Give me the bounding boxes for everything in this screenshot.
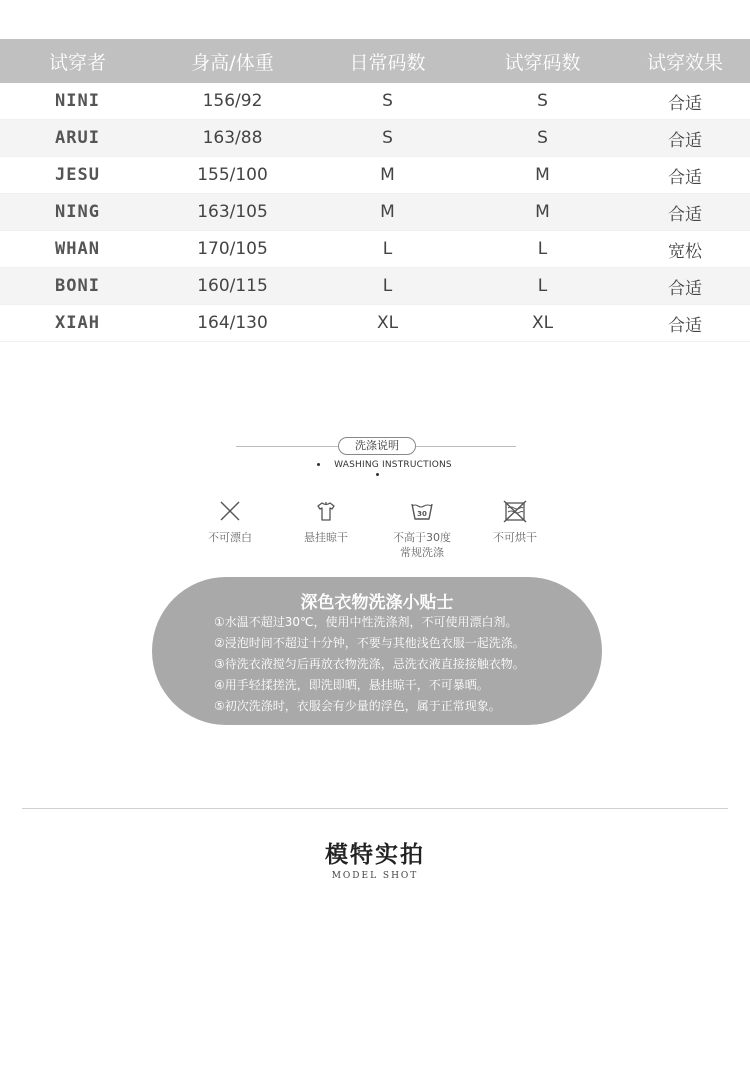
cell-tried-size: M: [535, 202, 550, 222]
care-label: [377, 530, 467, 560]
care-label: 悬挂晾干: [304, 531, 348, 544]
cell-tried-size: L: [537, 239, 548, 259]
cell-tester: BONI: [55, 276, 100, 296]
washing-subtitle-row: [290, 460, 465, 480]
cell-daily-size: S: [382, 128, 393, 148]
header-fit-result: 试穿效果: [646, 51, 723, 74]
header-height-weight: 身高/体重: [191, 51, 274, 74]
cell-fit-result: 宽松: [668, 241, 702, 262]
list-item: ①水温不超过30℃，使用中性洗涤剂，不可使用漂白剂。: [214, 615, 518, 629]
table-row: [0, 305, 750, 342]
cell-tried-size: M: [535, 165, 550, 185]
list-item: ⑤初次洗涤时，衣服会有少量的浮色，属于正常现象。: [214, 699, 501, 713]
section-divider: [22, 808, 728, 809]
table-header: [0, 39, 750, 83]
washing-subtitle: WASHING INSTRUCTIONS: [334, 460, 452, 470]
cell-height-weight: 170/105: [197, 239, 268, 259]
cell-daily-size: L: [382, 239, 393, 259]
title-divider-left: [236, 446, 338, 447]
cell-tester: WHAN: [55, 239, 100, 259]
care-item-wash-30: [377, 499, 467, 560]
cell-tester: JESU: [55, 165, 100, 185]
title-divider-right: [416, 446, 516, 447]
no-bleach-icon: [218, 499, 242, 523]
cell-height-weight: 156/92: [202, 91, 263, 111]
care-label: 不可烘干: [493, 531, 537, 544]
header-tried-size: 试穿码数: [504, 51, 581, 74]
wash-30-icon: [410, 499, 434, 523]
table-row: [0, 157, 750, 194]
care-item-no-bleach: [185, 499, 275, 545]
cell-fit-result: 合适: [668, 204, 702, 225]
care-label-line: 常规洗涤: [400, 546, 444, 559]
cell-height-weight: 155/100: [197, 165, 268, 185]
model-shot-subtitle: MODEL SHOT: [331, 871, 419, 881]
cell-height-weight: 164/130: [197, 313, 268, 333]
tips-list: [214, 612, 525, 717]
cell-tried-size: S: [537, 91, 548, 111]
list-item: ③待洗衣液搅匀后再放衣物洗涤，忌洗衣液直接接触衣物。: [214, 657, 525, 671]
cell-daily-size: XL: [376, 313, 399, 333]
cell-daily-size: M: [380, 165, 395, 185]
washing-title-block: [236, 437, 516, 457]
table-row: [0, 120, 750, 157]
care-label: 不可漂白: [208, 531, 252, 544]
cell-daily-size: M: [380, 202, 395, 222]
cell-tester: XIAH: [55, 313, 100, 333]
cell-tester: NINI: [55, 91, 100, 111]
header-tester: 试穿者: [48, 51, 106, 74]
cell-fit-result: 合适: [668, 315, 702, 336]
table-row: [0, 194, 750, 231]
cell-tried-size: XL: [531, 313, 554, 333]
dark-clothes-tips: [152, 577, 602, 725]
size-table: [0, 39, 750, 342]
care-item-no-tumble-dry: [470, 499, 560, 545]
cell-fit-result: 合适: [668, 93, 702, 114]
tips-title: 深色衣物洗涤小贴士: [300, 593, 454, 613]
table-row: [0, 268, 750, 305]
care-item-hang-dry: [281, 499, 371, 545]
header-daily-size: 日常码数: [349, 51, 426, 74]
cell-tried-size: L: [537, 276, 548, 296]
table-row: [0, 231, 750, 268]
list-item: ④用手轻揉搓洗，即洗即晒，悬挂晾干，不可暴晒。: [214, 678, 489, 692]
cell-tried-size: S: [537, 128, 548, 148]
cell-tester: NING: [55, 202, 100, 222]
cell-fit-result: 合适: [668, 278, 702, 299]
cell-height-weight: 163/88: [202, 128, 263, 148]
care-label-line: 不高于30度: [393, 531, 451, 544]
wash-temp-text: 30: [417, 510, 427, 518]
cell-daily-size: L: [382, 276, 393, 296]
list-item: ②浸泡时间不超过十分钟，不要与其他浅色衣服一起洗涤。: [214, 636, 525, 650]
washing-title: 洗涤说明: [338, 437, 416, 455]
cell-height-weight: 163/105: [197, 202, 268, 222]
hang-dry-icon: [314, 499, 338, 523]
cell-daily-size: S: [382, 91, 393, 111]
model-shot-title: 模特实拍: [325, 842, 425, 868]
cell-tester: ARUI: [55, 128, 100, 148]
no-tumble-dry-icon: [503, 499, 527, 523]
table-row: [0, 83, 750, 120]
bullet-dot: [376, 473, 379, 476]
cell-height-weight: 160/115: [197, 276, 268, 296]
cell-fit-result: 合适: [668, 130, 702, 151]
cell-fit-result: 合适: [668, 167, 702, 188]
bullet-dot: [317, 463, 320, 466]
